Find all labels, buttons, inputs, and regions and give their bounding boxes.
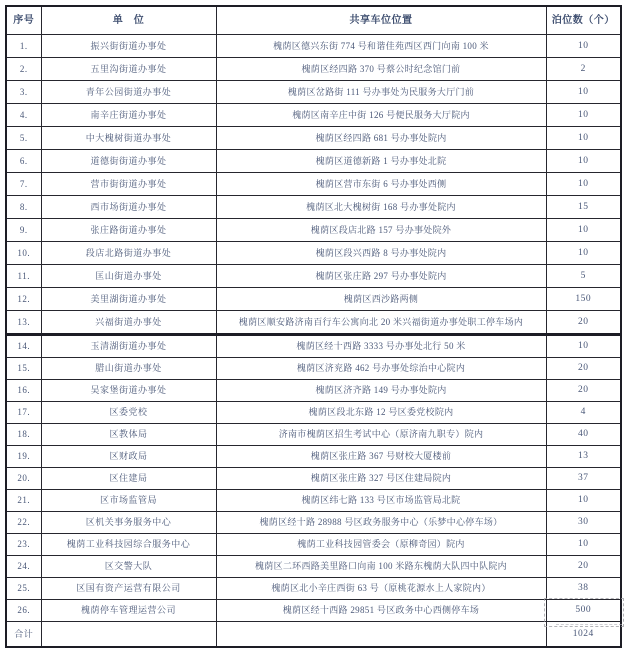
table-row bbox=[6, 104, 621, 127]
cell-index: 15. bbox=[6, 358, 41, 380]
cell-index: 13. bbox=[6, 311, 41, 335]
cell-location: 槐荫区岔路街 111 号办事处为民服务大厅门前 bbox=[216, 81, 546, 104]
cell-spaces: 10 bbox=[546, 81, 621, 104]
table-row bbox=[6, 311, 621, 335]
table-row bbox=[6, 512, 621, 534]
table-row bbox=[6, 424, 621, 446]
cell-unit: 段店北路街道办事处 bbox=[41, 242, 216, 265]
cell-unit: 区委党校 bbox=[41, 402, 216, 424]
cell-index: 9. bbox=[6, 219, 41, 242]
cell-index: 21. bbox=[6, 490, 41, 512]
cell-total-value: 1024 bbox=[546, 622, 621, 648]
cell-unit: 张庄路街道办事处 bbox=[41, 219, 216, 242]
cell-spaces: 2 bbox=[546, 58, 621, 81]
table-row bbox=[6, 358, 621, 380]
table-row bbox=[6, 534, 621, 556]
cell-index: 5. bbox=[6, 127, 41, 150]
cell-spaces: 10 bbox=[546, 104, 621, 127]
cell-location: 槐荫区北小辛庄西街 63 号（原桃花源水上人家院内） bbox=[216, 578, 546, 600]
cell-location: 槐荫区济兖路 462 号办事处综治中心院内 bbox=[216, 358, 546, 380]
cell-location: 槐荫区道德新路 1 号办事处北院 bbox=[216, 150, 546, 173]
cell-spaces: 4 bbox=[546, 402, 621, 424]
cell-unit: 吴家堡街道办事处 bbox=[41, 380, 216, 402]
cell-location: 槐荫区德兴东街 774 号和谐佳苑西区西门向南 100 米 bbox=[216, 35, 546, 58]
cell-index: 14. bbox=[6, 335, 41, 358]
cell-unit: 区国有资产运营有限公司 bbox=[41, 578, 216, 600]
cell-unit: 腊山街道办事处 bbox=[41, 358, 216, 380]
cell-unit: 西市场街道办事处 bbox=[41, 196, 216, 219]
cell-spaces: 40 bbox=[546, 424, 621, 446]
cell-index: 20. bbox=[6, 468, 41, 490]
parking-table-block-2 bbox=[5, 334, 622, 648]
col-header-index: 序号 bbox=[6, 6, 41, 35]
cell-location: 槐荫区段北东路 12 号区委党校院内 bbox=[216, 402, 546, 424]
cell-location: 槐荫区北大槐树街 168 号办事处院内 bbox=[216, 196, 546, 219]
cell-spaces: 10 bbox=[546, 490, 621, 512]
cell-unit: 兴福街道办事处 bbox=[41, 311, 216, 335]
cell-spaces: 13 bbox=[546, 446, 621, 468]
cell-index: 6. bbox=[6, 150, 41, 173]
total-row bbox=[6, 622, 621, 648]
cell-unit: 区教体局 bbox=[41, 424, 216, 446]
table-row bbox=[6, 402, 621, 424]
table-row bbox=[6, 335, 621, 358]
cell-total-location bbox=[216, 622, 546, 648]
table-row bbox=[6, 173, 621, 196]
cell-index: 16. bbox=[6, 380, 41, 402]
cell-spaces: 10 bbox=[546, 219, 621, 242]
cell-location: 槐荫区顺安路济南百行车公寓向北 20 米兴福街道办事处职工停车场内 bbox=[216, 311, 546, 335]
cell-location: 济南市槐荫区招生考试中心（原济南九职专）院内 bbox=[216, 424, 546, 446]
table-row bbox=[6, 380, 621, 402]
cell-location: 槐荫区段兴西路 8 号办事处院内 bbox=[216, 242, 546, 265]
col-header-spaces: 泊位数（个） bbox=[546, 6, 621, 35]
cell-index: 2. bbox=[6, 58, 41, 81]
cell-unit: 槐荫停车管理运营公司 bbox=[41, 600, 216, 622]
cell-unit: 五里沟街道办事处 bbox=[41, 58, 216, 81]
cell-total-label: 合计 bbox=[6, 622, 41, 648]
cell-location: 槐荫区经十路 28988 号区政务服务中心（乐梦中心停车场） bbox=[216, 512, 546, 534]
cell-unit: 区财政局 bbox=[41, 446, 216, 468]
parking-table-block-1 bbox=[5, 5, 622, 335]
header-row bbox=[6, 6, 621, 35]
cell-index: 17. bbox=[6, 402, 41, 424]
cell-location: 槐荫区张庄路 297 号办事处院内 bbox=[216, 265, 546, 288]
cell-spaces: 10 bbox=[546, 173, 621, 196]
cell-spaces: 10 bbox=[546, 35, 621, 58]
cell-index: 10. bbox=[6, 242, 41, 265]
cell-index: 4. bbox=[6, 104, 41, 127]
cell-spaces: 10 bbox=[546, 242, 621, 265]
table-row bbox=[6, 446, 621, 468]
cell-index: 11. bbox=[6, 265, 41, 288]
cell-location: 槐荫区经四路 681 号办事处院内 bbox=[216, 127, 546, 150]
table-row bbox=[6, 288, 621, 311]
cell-unit: 区机关事务服务中心 bbox=[41, 512, 216, 534]
cell-spaces: 15 bbox=[546, 196, 621, 219]
col-header-unit: 单 位 bbox=[41, 6, 216, 35]
cell-index: 24. bbox=[6, 556, 41, 578]
cell-spaces: 20 bbox=[546, 380, 621, 402]
cell-index: 23. bbox=[6, 534, 41, 556]
cell-unit: 美里湖街道办事处 bbox=[41, 288, 216, 311]
table-row bbox=[6, 196, 621, 219]
cell-index: 25. bbox=[6, 578, 41, 600]
cell-location: 槐荫区营市东街 6 号办事处西侧 bbox=[216, 173, 546, 196]
cell-unit: 匡山街道办事处 bbox=[41, 265, 216, 288]
cell-spaces: 37 bbox=[546, 468, 621, 490]
cell-unit: 区市场监管局 bbox=[41, 490, 216, 512]
cell-index: 22. bbox=[6, 512, 41, 534]
cell-index: 18. bbox=[6, 424, 41, 446]
cell-location: 槐荫区南辛庄中街 126 号便民服务大厅院内 bbox=[216, 104, 546, 127]
cell-location: 槐荫区经十西路 3333 号办事处北行 50 米 bbox=[216, 335, 546, 358]
cell-location: 槐荫区经十西路 29851 号区政务中心西侧停车场 bbox=[216, 600, 546, 622]
table-row bbox=[6, 58, 621, 81]
table-row bbox=[6, 578, 621, 600]
cell-unit: 中大槐树街道办事处 bbox=[41, 127, 216, 150]
cell-index: 3. bbox=[6, 81, 41, 104]
cell-unit: 槐荫工业科技园综合服务中心 bbox=[41, 534, 216, 556]
table-row bbox=[6, 265, 621, 288]
cell-spaces: 10 bbox=[546, 534, 621, 556]
cell-index: 8. bbox=[6, 196, 41, 219]
table-row bbox=[6, 490, 621, 512]
col-header-location: 共享车位位置 bbox=[216, 6, 546, 35]
cell-index: 12. bbox=[6, 288, 41, 311]
cell-spaces: 20 bbox=[546, 556, 621, 578]
table-row bbox=[6, 127, 621, 150]
cell-spaces: 500 bbox=[546, 600, 621, 622]
cell-location: 槐荫区经四路 370 号蔡公时纪念馆门前 bbox=[216, 58, 546, 81]
table-row bbox=[6, 219, 621, 242]
cell-unit: 南辛庄街道办事处 bbox=[41, 104, 216, 127]
cell-index: 1. bbox=[6, 35, 41, 58]
table-row bbox=[6, 81, 621, 104]
cell-spaces: 5 bbox=[546, 265, 621, 288]
cell-location: 槐荫区二环西路美里路口向南 100 米路东槐荫大队四中队院内 bbox=[216, 556, 546, 578]
cell-index: 7. bbox=[6, 173, 41, 196]
cell-spaces: 38 bbox=[546, 578, 621, 600]
cell-spaces: 20 bbox=[546, 358, 621, 380]
cell-location: 槐荫区段店北路 157 号办事处院外 bbox=[216, 219, 546, 242]
cell-unit: 区交警大队 bbox=[41, 556, 216, 578]
cell-unit: 营市街街道办事处 bbox=[41, 173, 216, 196]
table-row bbox=[6, 35, 621, 58]
cell-unit: 玉清湖街道办事处 bbox=[41, 335, 216, 358]
table-row bbox=[6, 242, 621, 265]
cell-location: 槐荫区张庄路 327 号区住建局院内 bbox=[216, 468, 546, 490]
cell-spaces: 10 bbox=[546, 127, 621, 150]
cell-spaces: 150 bbox=[546, 288, 621, 311]
cell-spaces: 10 bbox=[546, 150, 621, 173]
cell-location: 槐荫区纬七路 133 号区市场监管局北院 bbox=[216, 490, 546, 512]
cell-spaces: 30 bbox=[546, 512, 621, 534]
cell-index: 26. bbox=[6, 600, 41, 622]
cell-location: 槐荫区张庄路 367 号财校大厦楼前 bbox=[216, 446, 546, 468]
cell-unit: 振兴街街道办事处 bbox=[41, 35, 216, 58]
cell-unit: 道德街街道办事处 bbox=[41, 150, 216, 173]
cell-spaces: 20 bbox=[546, 311, 621, 335]
cell-total-unit bbox=[41, 622, 216, 648]
cell-location: 槐荫区济齐路 149 号办事处院内 bbox=[216, 380, 546, 402]
cell-spaces: 10 bbox=[546, 335, 621, 358]
table-row bbox=[6, 150, 621, 173]
cell-index: 19. bbox=[6, 446, 41, 468]
cell-unit: 青年公园街道办事处 bbox=[41, 81, 216, 104]
table-row bbox=[6, 556, 621, 578]
table-row bbox=[6, 600, 621, 622]
cell-unit: 区住建局 bbox=[41, 468, 216, 490]
table-row bbox=[6, 468, 621, 490]
cell-location: 槐荫区西沙路两侧 bbox=[216, 288, 546, 311]
cell-location: 槐荫工业科技园管委会（原柳奇园）院内 bbox=[216, 534, 546, 556]
